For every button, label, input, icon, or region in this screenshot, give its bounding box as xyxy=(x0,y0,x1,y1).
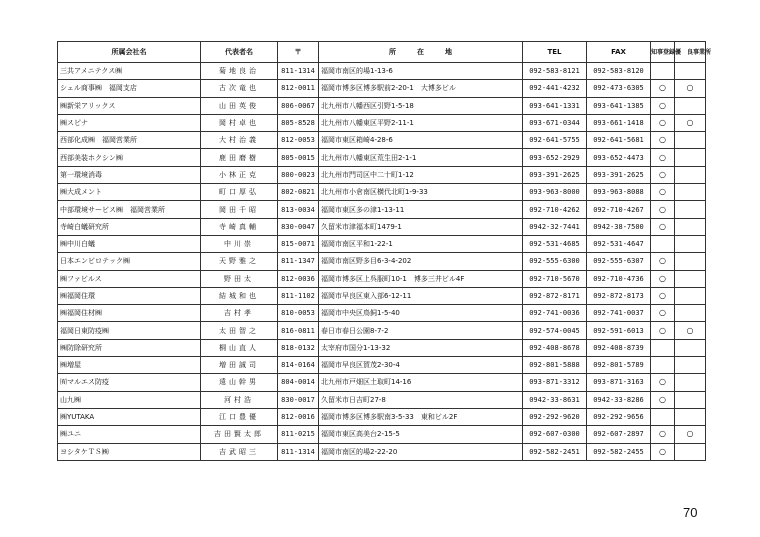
cell-governor-registration xyxy=(651,63,675,80)
cell-postal-code: 806-0067 xyxy=(278,97,319,114)
table-row xyxy=(58,305,706,322)
cell-company: 中部環境サービス㈱ 福岡営業所 xyxy=(58,201,201,218)
cell-governor-registration: ○ xyxy=(651,253,675,270)
cell-excellent-business xyxy=(675,132,706,149)
cell-address: 福岡市南区平和1-22-1 xyxy=(319,235,523,252)
table-row xyxy=(58,114,706,131)
table-row xyxy=(58,270,706,287)
cell-company: ㈱スピナ xyxy=(58,114,201,131)
cell-fax: 093-661-1418 xyxy=(587,114,651,131)
table-row xyxy=(58,443,706,460)
cell-tel: 093-671-0344 xyxy=(523,114,587,131)
cell-governor-registration: ○ xyxy=(651,149,675,166)
cell-governor-registration: ○ xyxy=(651,218,675,235)
cell-company: ㈱中川白蟻 xyxy=(58,235,201,252)
cell-address: 春日市春日公園8-7-2 xyxy=(319,322,523,339)
cell-company: 三共アメニテクス㈱ xyxy=(58,63,201,80)
cell-fax: 092-607-2897 xyxy=(587,426,651,443)
cell-excellent-business: ○ xyxy=(675,322,706,339)
cell-tel: 093-652-2929 xyxy=(523,149,587,166)
header-representative: 代表者名 xyxy=(201,42,278,63)
cell-representative: 鹿田磨樹 xyxy=(201,149,278,166)
cell-governor-registration xyxy=(651,235,675,252)
cell-tel: 092-607-0300 xyxy=(523,426,587,443)
cell-representative: 小林正克 xyxy=(201,166,278,183)
cell-representative: 吉村孝 xyxy=(201,305,278,322)
cell-company: 西部美装ホクシン㈱ xyxy=(58,149,201,166)
cell-address: 福岡市南区的場2-22-20 xyxy=(319,443,523,460)
cell-company: ㈱福岡住環 xyxy=(58,287,201,304)
cell-governor-registration: ○ xyxy=(651,132,675,149)
cell-postal-code: 800-0023 xyxy=(278,166,319,183)
table-row xyxy=(58,391,706,408)
cell-fax: 092-872-8173 xyxy=(587,287,651,304)
cell-governor-registration: ○ xyxy=(651,201,675,218)
table-row xyxy=(58,218,706,235)
cell-company: ㈲マルエス防疫 xyxy=(58,374,201,391)
cell-tel: 093-871-3312 xyxy=(523,374,587,391)
cell-governor-registration: ○ xyxy=(651,166,675,183)
cell-representative: 野田太 xyxy=(201,270,278,287)
cell-fax: 093-963-8088 xyxy=(587,184,651,201)
cell-excellent-business xyxy=(675,339,706,356)
cell-address: 福岡市中央区鳥飼1-5-40 xyxy=(319,305,523,322)
cell-representative: 桐山直人 xyxy=(201,339,278,356)
cell-postal-code: 811-1314 xyxy=(278,63,319,80)
cell-tel: 093-391-2625 xyxy=(523,166,587,183)
cell-fax: 092-801-5789 xyxy=(587,357,651,374)
table-row xyxy=(58,149,706,166)
header-address: 所 在 地 xyxy=(319,42,523,63)
cell-address: 北九州市門司区中二十町1-12 xyxy=(319,166,523,183)
cell-address: 福岡市東区多の津1-13-11 xyxy=(319,201,523,218)
cell-address: 北九州市八幡東区平野2-11-1 xyxy=(319,114,523,131)
cell-tel: 092-583-8121 xyxy=(523,63,587,80)
cell-representative: 寺崎真輔 xyxy=(201,218,278,235)
header-company: 所属会社名 xyxy=(58,42,201,63)
cell-excellent-business xyxy=(675,287,706,304)
cell-company: 西部化成㈱ 福岡営業所 xyxy=(58,132,201,149)
cell-fax: 092-473-6305 xyxy=(587,80,651,97)
cell-excellent-business xyxy=(675,270,706,287)
table-row xyxy=(58,166,706,183)
cell-company: ㈱ファビルス xyxy=(58,270,201,287)
table-row xyxy=(58,253,706,270)
cell-address: 福岡市博多区上呉服町10-1 博多三井ビル4F xyxy=(319,270,523,287)
cell-postal-code: 812-0011 xyxy=(278,80,319,97)
cell-governor-registration xyxy=(651,339,675,356)
cell-fax: 0942-33-8286 xyxy=(587,391,651,408)
cell-representative: 古次竜也 xyxy=(201,80,278,97)
cell-postal-code: 830-0017 xyxy=(278,391,319,408)
cell-fax: 093-641-1385 xyxy=(587,97,651,114)
cell-address: 福岡市南区野多目6-3-4-202 xyxy=(319,253,523,270)
cell-fax: 092-741-0037 xyxy=(587,305,651,322)
cell-representative: 菊地良治 xyxy=(201,63,278,80)
table-row xyxy=(58,63,706,80)
cell-governor-registration: ○ xyxy=(651,114,675,131)
cell-postal-code: 811-1102 xyxy=(278,287,319,304)
cell-address: 太宰府市国分1-13-32 xyxy=(319,339,523,356)
cell-address: 久留米市津福本町1479-1 xyxy=(319,218,523,235)
cell-excellent-business xyxy=(675,97,706,114)
cell-excellent-business xyxy=(675,305,706,322)
cell-fax: 092-583-8120 xyxy=(587,63,651,80)
cell-address: 福岡市早良区賀茂2-30-4 xyxy=(319,357,523,374)
cell-governor-registration: ○ xyxy=(651,287,675,304)
table-row xyxy=(58,374,706,391)
cell-governor-registration: ○ xyxy=(651,80,675,97)
cell-address: 北九州市戸畑区土取町14-16 xyxy=(319,374,523,391)
cell-excellent-business: ○ xyxy=(675,80,706,97)
table-row xyxy=(58,408,706,425)
table-row xyxy=(58,426,706,443)
cell-company: シェル商事㈱ 福岡支店 xyxy=(58,80,201,97)
cell-tel: 092-441-4232 xyxy=(523,80,587,97)
page-number: 70 xyxy=(683,505,698,520)
cell-company: 福岡日東防疫㈱ xyxy=(58,322,201,339)
cell-representative: 吉田賢太郎 xyxy=(201,426,278,443)
cell-tel: 092-872-8171 xyxy=(523,287,587,304)
cell-postal-code: 810-0053 xyxy=(278,305,319,322)
header-excellent-business: 優 良事業所 xyxy=(675,42,706,63)
cell-excellent-business xyxy=(675,391,706,408)
cell-address: 福岡市博多区博多駅南3-5-33 東和ビル2F xyxy=(319,408,523,425)
table-row xyxy=(58,201,706,218)
cell-excellent-business xyxy=(675,374,706,391)
cell-fax: 092-582-2455 xyxy=(587,443,651,460)
cell-company: 第一環境消毒 xyxy=(58,166,201,183)
cell-excellent-business: ○ xyxy=(675,426,706,443)
cell-postal-code: 811-1314 xyxy=(278,443,319,460)
cell-fax: 0942-38-7500 xyxy=(587,218,651,235)
cell-postal-code: 830-0047 xyxy=(278,218,319,235)
cell-postal-code: 804-0014 xyxy=(278,374,319,391)
cell-company: ㈱防除研究所 xyxy=(58,339,201,356)
cell-tel: 093-641-1331 xyxy=(523,97,587,114)
cell-representative: 河村浩 xyxy=(201,391,278,408)
cell-postal-code: 816-0811 xyxy=(278,322,319,339)
cell-address: 福岡市早良区東入部6-12-11 xyxy=(319,287,523,304)
cell-postal-code: 805-8528 xyxy=(278,114,319,131)
cell-excellent-business xyxy=(675,63,706,80)
cell-governor-registration: ○ xyxy=(651,374,675,391)
cell-excellent-business xyxy=(675,443,706,460)
cell-fax: 092-408-8739 xyxy=(587,339,651,356)
cell-tel: 092-408-8678 xyxy=(523,339,587,356)
cell-representative: 遠山幹男 xyxy=(201,374,278,391)
cell-address: 福岡市東区高美台2-15-5 xyxy=(319,426,523,443)
cell-company: ヨシタケＴＳ㈱ xyxy=(58,443,201,460)
cell-fax: 093-871-3163 xyxy=(587,374,651,391)
cell-excellent-business xyxy=(675,218,706,235)
cell-tel: 092-710-4262 xyxy=(523,201,587,218)
cell-representative: 山田英俊 xyxy=(201,97,278,114)
cell-postal-code: 805-0015 xyxy=(278,149,319,166)
cell-representative: 増田誠司 xyxy=(201,357,278,374)
cell-tel: 092-292-9620 xyxy=(523,408,587,425)
cell-governor-registration: ○ xyxy=(651,443,675,460)
cell-governor-registration: ○ xyxy=(651,391,675,408)
table-header-row xyxy=(58,42,706,63)
cell-excellent-business xyxy=(675,235,706,252)
cell-tel: 092-555-6300 xyxy=(523,253,587,270)
cell-tel: 092-582-2451 xyxy=(523,443,587,460)
cell-excellent-business xyxy=(675,201,706,218)
cell-governor-registration: ○ xyxy=(651,184,675,201)
cell-address: 北九州市八幡西区引野1-5-18 xyxy=(319,97,523,114)
cell-fax: 092-531-4647 xyxy=(587,235,651,252)
cell-excellent-business xyxy=(675,166,706,183)
cell-fax: 093-652-4473 xyxy=(587,149,651,166)
cell-governor-registration: ○ xyxy=(651,305,675,322)
table-row xyxy=(58,357,706,374)
cell-governor-registration xyxy=(651,357,675,374)
cell-postal-code: 812-0036 xyxy=(278,270,319,287)
header-fax: FAX xyxy=(587,42,651,63)
cell-representative: 岡村卓也 xyxy=(201,114,278,131)
cell-representative: 太田智之 xyxy=(201,322,278,339)
cell-excellent-business xyxy=(675,357,706,374)
cell-postal-code: 812-0053 xyxy=(278,132,319,149)
member-company-table xyxy=(57,41,712,461)
cell-excellent-business xyxy=(675,184,706,201)
cell-tel: 092-574-0045 xyxy=(523,322,587,339)
cell-company: 山九㈱ xyxy=(58,391,201,408)
cell-company: ㈱YUTAKA xyxy=(58,408,201,425)
cell-company: ㈱増屋 xyxy=(58,357,201,374)
cell-tel: 0942-33-8631 xyxy=(523,391,587,408)
cell-representative: 吉武昭三 xyxy=(201,443,278,460)
table-row xyxy=(58,132,706,149)
cell-tel: 093-963-8000 xyxy=(523,184,587,201)
cell-address: 福岡市博多区博多駅前2-20-1 大博多ビル xyxy=(319,80,523,97)
cell-representative: 中川崇 xyxy=(201,235,278,252)
cell-postal-code: 811-0215 xyxy=(278,426,319,443)
cell-tel: 092-710-5670 xyxy=(523,270,587,287)
cell-fax: 092-292-9656 xyxy=(587,408,651,425)
table-row xyxy=(58,97,706,114)
cell-postal-code: 811-1347 xyxy=(278,253,319,270)
cell-representative: 岡田千昭 xyxy=(201,201,278,218)
cell-postal-code: 812-0016 xyxy=(278,408,319,425)
cell-tel: 0942-32-7441 xyxy=(523,218,587,235)
cell-tel: 092-641-5755 xyxy=(523,132,587,149)
cell-postal-code: 815-0071 xyxy=(278,235,319,252)
cell-governor-registration xyxy=(651,408,675,425)
cell-representative: 天野雅之 xyxy=(201,253,278,270)
cell-fax: 092-710-4736 xyxy=(587,270,651,287)
header-governor-registration: 知事登録 xyxy=(651,42,675,63)
cell-tel: 092-741-0036 xyxy=(523,305,587,322)
header-tel: TEL xyxy=(523,42,587,63)
cell-address: 北九州市八幡東区荒生田2-1-1 xyxy=(319,149,523,166)
cell-company: ㈱大成メント xyxy=(58,184,201,201)
cell-postal-code: 818-0132 xyxy=(278,339,319,356)
cell-representative: 結城和也 xyxy=(201,287,278,304)
cell-postal-code: 813-0034 xyxy=(278,201,319,218)
cell-company: 寺崎白蟻研究所 xyxy=(58,218,201,235)
cell-company: ㈱ユニ xyxy=(58,426,201,443)
cell-postal-code: 814-0164 xyxy=(278,357,319,374)
cell-tel: 092-531-4685 xyxy=(523,235,587,252)
cell-governor-registration: ○ xyxy=(651,270,675,287)
cell-governor-registration: ○ xyxy=(651,97,675,114)
cell-fax: 093-391-2625 xyxy=(587,166,651,183)
cell-company: ㈱福岡住材㈱ xyxy=(58,305,201,322)
cell-fax: 092-710-4267 xyxy=(587,201,651,218)
cell-postal-code: 802-0821 xyxy=(278,184,319,201)
cell-tel: 092-801-5888 xyxy=(523,357,587,374)
cell-company: 日本エンビロテック㈱ xyxy=(58,253,201,270)
header-postal-code: 〒 xyxy=(278,42,319,63)
cell-fax: 092-641-5681 xyxy=(587,132,651,149)
table-row xyxy=(58,287,706,304)
cell-excellent-business xyxy=(675,408,706,425)
cell-governor-registration: ○ xyxy=(651,322,675,339)
member-table-wrapper xyxy=(57,41,712,461)
cell-representative: 町口厚弘 xyxy=(201,184,278,201)
cell-excellent-business xyxy=(675,253,706,270)
cell-fax: 092-591-6013 xyxy=(587,322,651,339)
cell-representative: 江口豊優 xyxy=(201,408,278,425)
cell-fax: 092-555-6307 xyxy=(587,253,651,270)
cell-address: 久留米市日吉町27-8 xyxy=(319,391,523,408)
cell-address: 北九州市小倉南区横代北町1-9-33 xyxy=(319,184,523,201)
cell-excellent-business: ○ xyxy=(675,114,706,131)
cell-address: 福岡市東区箱崎4-28-6 xyxy=(319,132,523,149)
cell-company: ㈱新栄アリックス xyxy=(58,97,201,114)
table-row xyxy=(58,322,706,339)
cell-excellent-business xyxy=(675,149,706,166)
table-row xyxy=(58,339,706,356)
table-row xyxy=(58,235,706,252)
cell-governor-registration: ○ xyxy=(651,426,675,443)
cell-representative: 大村治義 xyxy=(201,132,278,149)
table-row xyxy=(58,184,706,201)
cell-address: 福岡市南区的場1-13-6 xyxy=(319,63,523,80)
table-row xyxy=(58,80,706,97)
